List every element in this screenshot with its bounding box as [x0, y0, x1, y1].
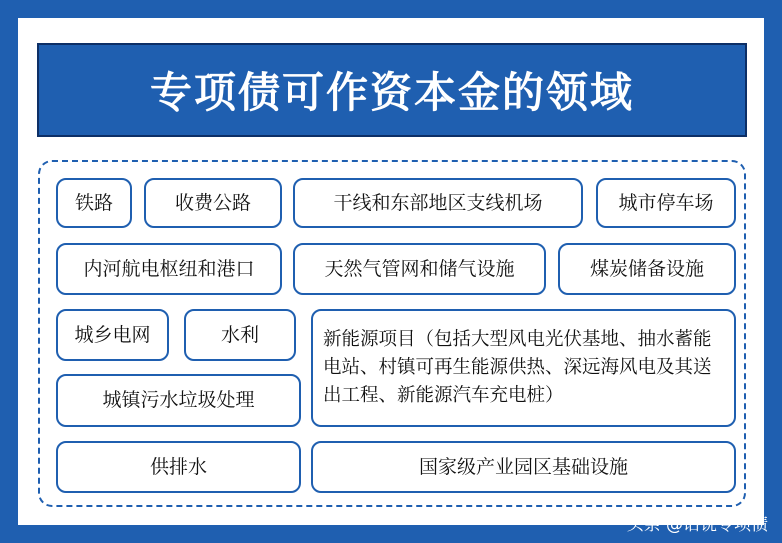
domain-box-railway [56, 178, 132, 228]
domain-label: 铁路 [74, 191, 113, 214]
domain-label: 天然气管网和储气设施 [324, 257, 515, 280]
domain-label: 国家级产业园区基础设施 [418, 455, 628, 478]
domain-box-parking [596, 178, 736, 228]
domain-label: 内河航电枢纽和港口 [83, 257, 255, 280]
domain-box-toll-road [144, 178, 282, 228]
domain-label: 煤炭储备设施 [589, 257, 704, 280]
page-title: 专项债可作资本金的领域 [149, 68, 634, 117]
watermark: 头条 @话说专项债 [626, 515, 768, 535]
domain-box-new-energy [311, 309, 736, 427]
domain-label: 城镇污水垃圾处理 [102, 389, 255, 412]
domain-box-industrial-park [311, 441, 736, 493]
domain-box-sewage-waste [56, 374, 301, 427]
domain-label: 供排水 [149, 455, 207, 478]
domain-box-power-grid [56, 309, 169, 361]
domain-box-water-conservancy [184, 309, 296, 361]
domain-label: 新能源项目（包括大型风电光伏基地、抽水蓄能电站、村镇可再生能源供热、深远海风电及其送出工程、新能源汽车充电桩） [323, 329, 712, 406]
domain-box-coal-reserve [558, 243, 736, 295]
domain-label: 城乡电网 [74, 323, 151, 346]
domain-box-gas-pipeline [293, 243, 546, 295]
domain-label: 水利 [220, 323, 259, 346]
domain-label: 干线和东部地区支线机场 [333, 191, 543, 214]
domain-label: 收费公路 [174, 191, 251, 214]
domain-label: 城市停车场 [618, 191, 714, 214]
domain-box-inland-port [56, 243, 282, 295]
domain-box-airport [293, 178, 583, 228]
title-banner [37, 43, 747, 137]
domain-box-water-supply [56, 441, 301, 493]
